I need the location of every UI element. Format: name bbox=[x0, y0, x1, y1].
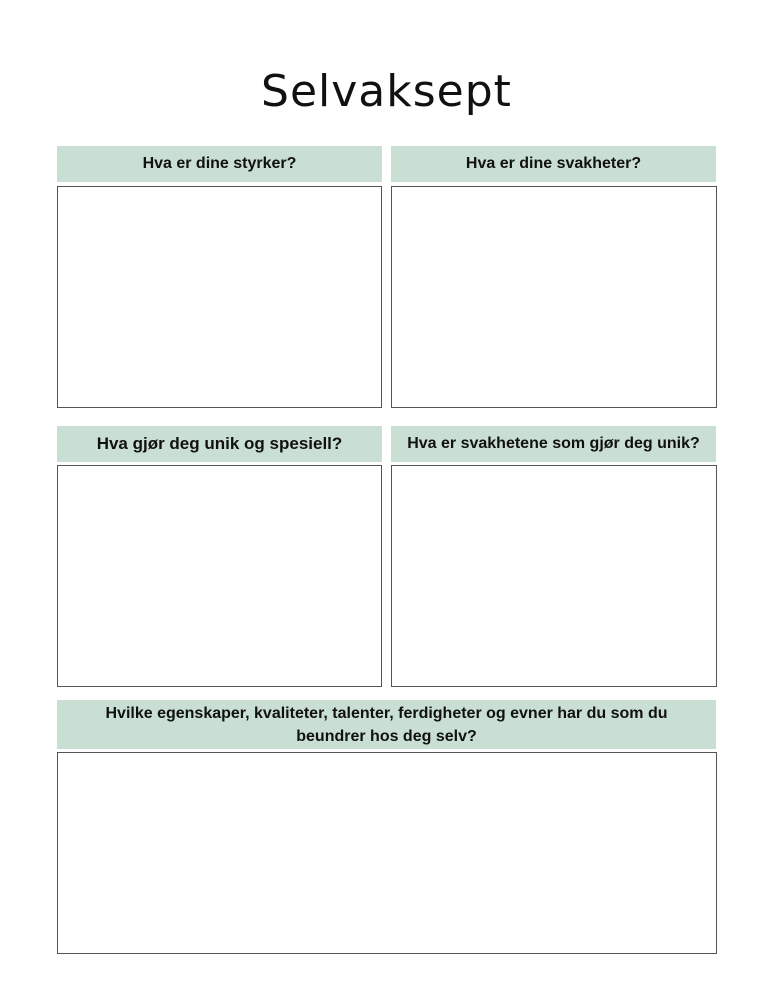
unique-weaknesses-answer-box[interactable] bbox=[391, 465, 717, 687]
page-title: Selvaksept bbox=[261, 66, 512, 117]
unique-weaknesses-heading: Hva er svakhetene som gjør deg unik? bbox=[391, 426, 716, 462]
unique-special-heading: Hva gjør deg unik og spesiell? bbox=[57, 426, 382, 462]
weaknesses-answer-box[interactable] bbox=[391, 186, 717, 408]
unique-special-answer-box[interactable] bbox=[57, 465, 382, 687]
admired-qualities-heading: Hvilke egenskaper, kvaliteter, talenter, ferdigheter og evner har du som du beundrer hos deg selv? bbox=[57, 700, 716, 749]
admired-qualities-answer-box[interactable] bbox=[57, 752, 717, 954]
strengths-heading: Hva er dine styrker? bbox=[57, 146, 382, 182]
weaknesses-heading: Hva er dine svakheter? bbox=[391, 146, 716, 182]
strengths-answer-box[interactable] bbox=[57, 186, 382, 408]
